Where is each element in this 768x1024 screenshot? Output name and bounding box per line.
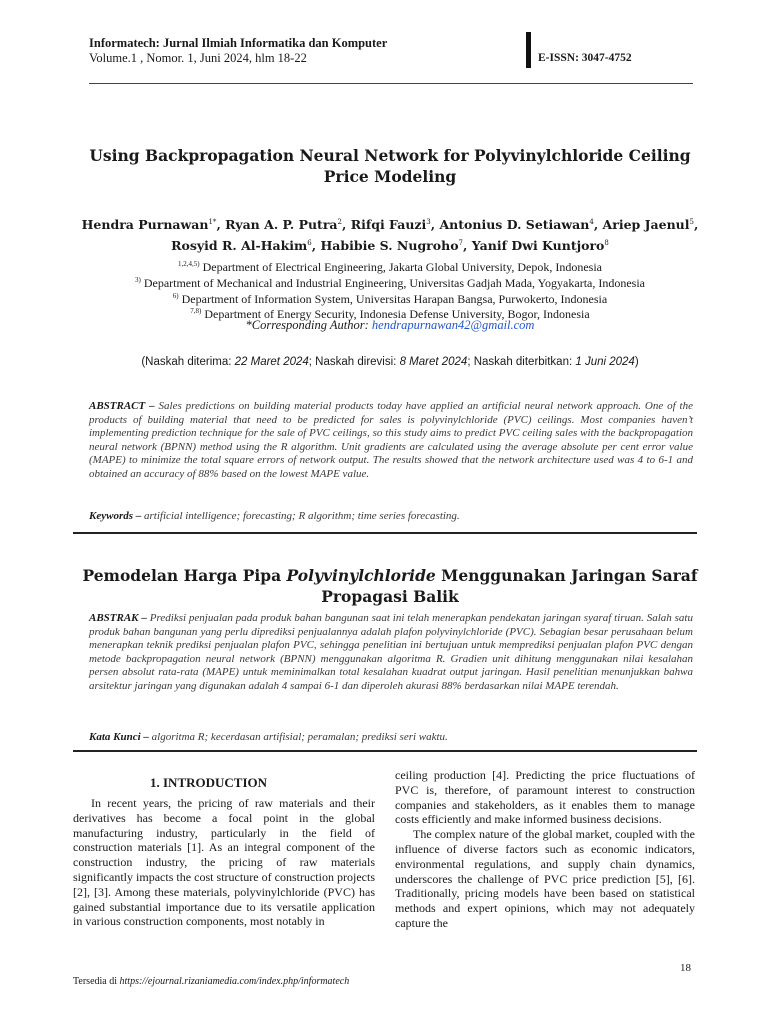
journal-url-link[interactable]: https://ejournal.rizaniamedia.com/index.php/informatech <box>119 976 350 987</box>
manuscript-dates: (Naskah diterima: 22 Maret 2024; Naskah direvisi: 8 Maret 2024; Naskah diterbitkan: 1 Juni 2024) <box>141 356 639 368</box>
affiliation: $^{3)}$ Department of Mechanical and Industrial Engineering, Universitas Gadjah Mada, Yogyakarta, Indonesia <box>134 276 646 290</box>
affiliation: $^{7,8)}$ Department of Energy Security, Indonesia Defense University, Bogor, Indonesia <box>190 307 590 321</box>
section-rule <box>73 532 697 534</box>
affiliation: $^{1,2,4,5)}$ Department of Electrical Engineering, Jakarta Global University, Depok, Indonesia <box>177 260 602 274</box>
author: Ariep Jaenul$^5$ <box>602 217 694 233</box>
journal-volume: Volume.1 , Nomor. 1, Juni 2024, hlm 18-22 <box>89 51 307 65</box>
page-number: 18 <box>680 962 691 974</box>
paper-title-id: Pemodelan Harga Pipa Polyvinylchloride Menggunakan Jaringan Saraf Propagasi Balik <box>82 566 698 606</box>
corresponding-author: *Corresponding Author: hendrapurnawan42@gmail.com <box>245 318 535 332</box>
author: Habibie S. Nugroho$^7$ <box>320 238 464 254</box>
author: Rifqi Fauzi$^3$ <box>350 217 431 233</box>
author-list: Hendra Purnawan$^{1*}$, Ryan A. P. Putra$^2$, Rifqi Fauzi$^3$, Antonius D. Setiawan$^4$, Ariep Jaenul$^5$, Rosyid R. Al-Hakim$^6$, Habibie S. Nugroho$^7$, Yanif Dwi Kuntjoro$^8$ <box>81 217 699 254</box>
author: Hendra Purnawan$^{1*}$ <box>81 217 217 233</box>
author: Ryan A. P. Putra$^2$ <box>225 217 342 233</box>
paragraph: ceiling production [4]. Predicting the price fluctuations of PVC is, therefore, of paramount interest to construction companies and stakeholders, as it enables them to manage costs efficiently and make informed business decisions. <box>395 768 695 827</box>
author: Yanif Dwi Kuntjoro$^8$ <box>471 238 609 254</box>
journal-name: Informatech: Jurnal Ilmiah Informatika dan Komputer <box>89 36 388 50</box>
author: Antonius D. Setiawan$^4$ <box>439 217 594 233</box>
paragraph: In recent years, the pricing of raw materials and their derivatives has become a focal point in the global manufacturing industry, particularly in the field of construction materials [1]. As an integral component of the construction industry, the pricing of raw materials significantly impacts the cost structure of construction projects [2], [3]. Among these materials, polyvinylchloride (PVC) has gained substantial importance due to its versatile application in various construction components, most notably in <box>73 796 375 929</box>
header-rule <box>89 83 693 84</box>
affiliation: $^{6)}$ Department of Information System, Universitas Harapan Bangsa, Purwokerto, Indonesia <box>172 292 608 306</box>
corresponding-email-link[interactable]: hendrapurnawan42@gmail.com <box>371 318 535 332</box>
body-column-right <box>395 768 695 931</box>
abstract-id: ABSTRAK – Prediksi penjualan pada produk bahan bangunan saat ini telah menerapkan pendekatan jaringan syaraf tiruan. Salah satu produk bahan bangunan yang perlu diprediksi penjualannya adalah plafon polyvinylchloride (PVC). Sebagian besar perusahaan belum menerapkan teknik prediksi penjualan plafon PVC, sehingga penelitian ini bertujuan untuk memprediksi penjualan plafon PVC dengan metode backpropagation neural network (BPNN) menggunakan algoritma R. Gradien unit dihitung menggunakan nilai kesalahan persen absolut rata-rata (MAPE) untuk meminimalkan total kesalahan kuadrat output jaringan. Hasil penelitian menunjukkan bahwa arsitektur jaringan yang digunakan adalah 4 sampai 6-1 dan diperoleh akurasi 88% berdasarkan nilai MAPE terendah. <box>89 612 693 692</box>
footer-availability: Tersedia di https://ejournal.rizaniamedia.com/index.php/informatech <box>73 976 350 987</box>
keywords-id: Kata Kunci – algoritma R; kecerdasan artifisial; peramalan; prediksi seri waktu. <box>89 731 448 743</box>
author: Rosyid R. Al-Hakim$^6$ <box>171 238 312 254</box>
header-divider-bar <box>526 32 531 68</box>
paragraph: The complex nature of the global market, coupled with the influence of diverse factors such as economic indicators, environmental regulations, and supply chain dynamics, underscores the challenge of PVC price prediction [5], [6]. Traditionally, pricing models have been based on statistical methods and expert opinions, which may not adequately capture the <box>395 827 695 930</box>
section-heading-introduction: 1. INTRODUCTION <box>150 775 268 790</box>
body-column-left <box>73 796 375 929</box>
section-rule <box>73 750 697 752</box>
abstract-en: ABSTRACT – Sales predictions on building material products today have applied an artificial neural network approach. One of the products of building material that need to be predicted for sales is polyvinylchloride (PVC) ceilings. Most companies haven’t implementing prediction technique for the sale of PVC ceilings, so this study aims to predict PVC ceiling sales with the backpropagation neural network (BPNN) method using the R algorithm. Unit gradients are calculated using the average absolute per cent error value (MAPE) to minimize the total square errors of network output. The results showed that the network architecture used was 4 to 6-1 and obtained an accuracy of 88% based on the lowest MAPE value. <box>89 400 693 480</box>
paper-title: Using Backpropagation Neural Network for Polyvinylchloride Ceiling Price Modeling <box>89 146 691 186</box>
keywords-en: Keywords – artificial intelligence; forecasting; R algorithm; time series forecasting. <box>89 510 460 522</box>
issn: E-ISSN: 3047-4752 <box>538 52 632 64</box>
